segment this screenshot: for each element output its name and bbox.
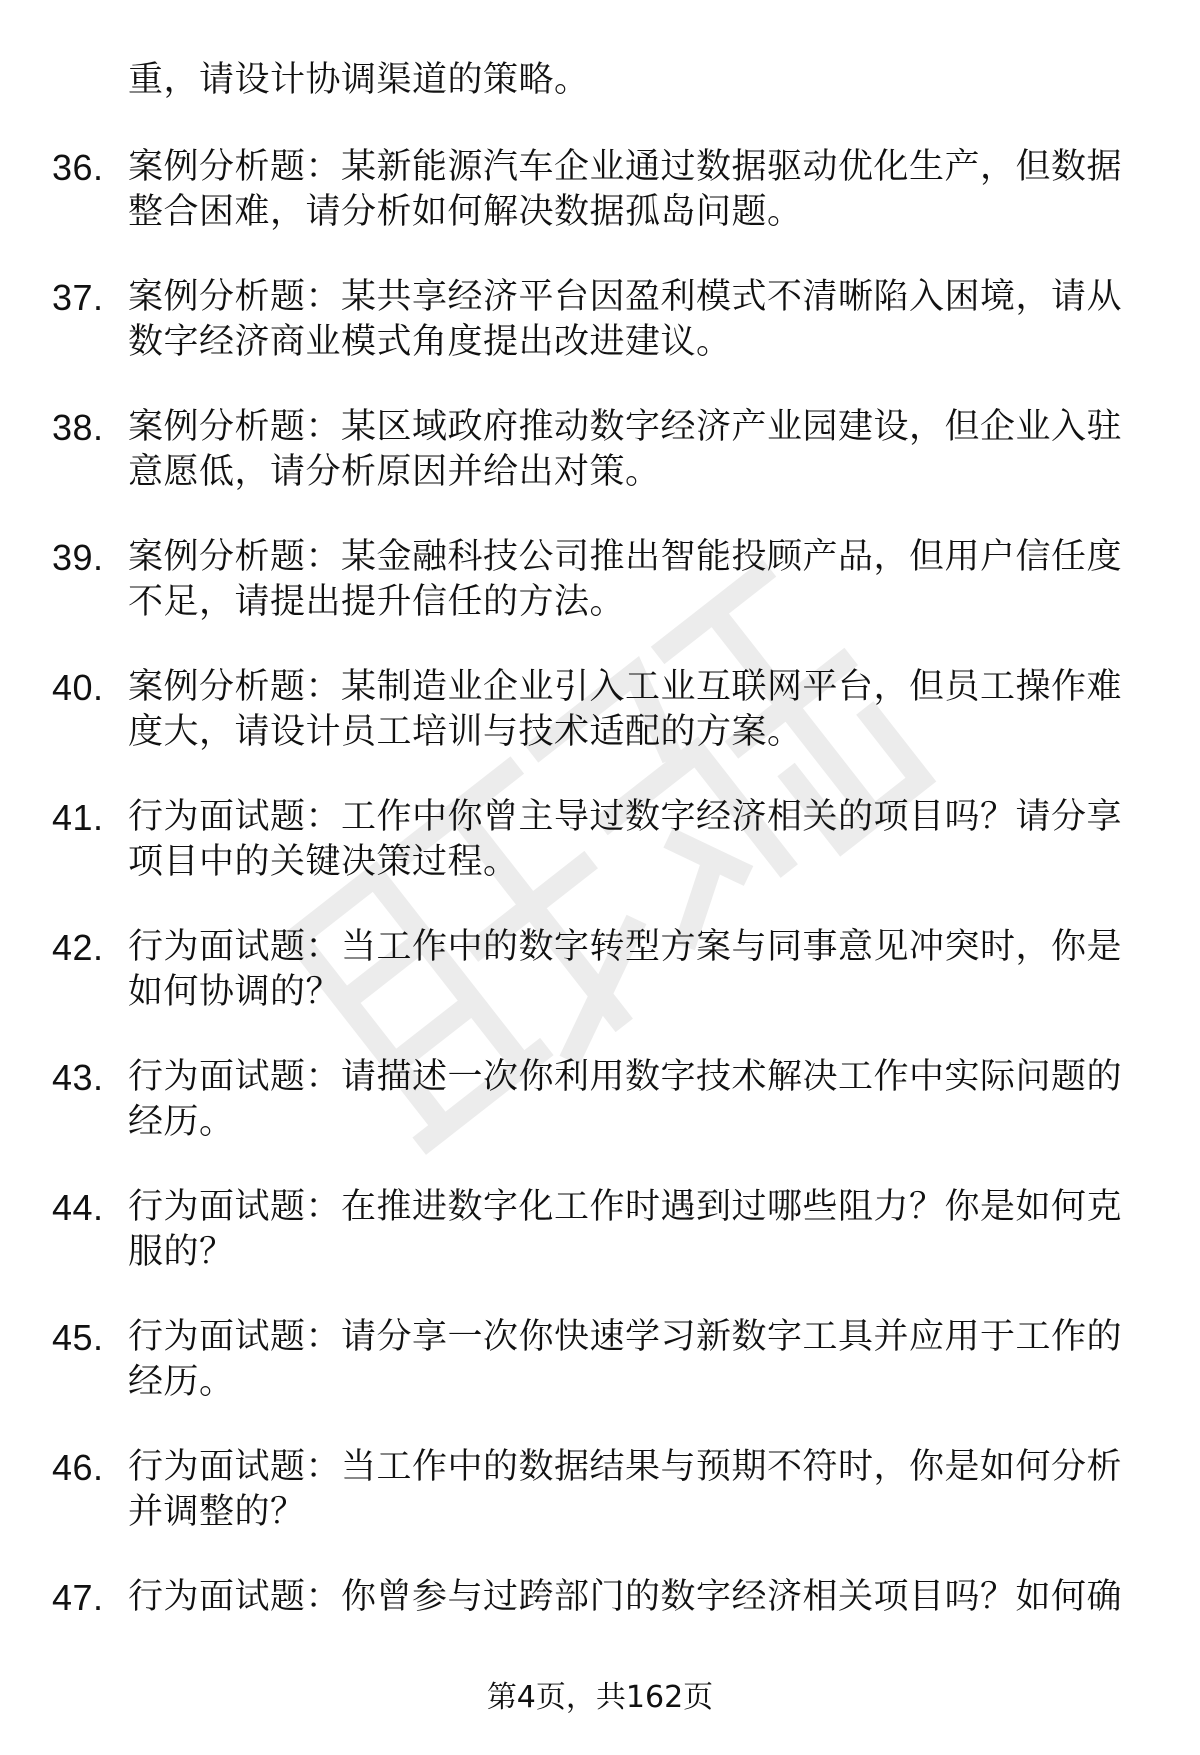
list-item [0,795,1200,885]
question-number: 36. [52,147,104,188]
list-item [0,275,1200,365]
list-item [0,145,1200,235]
question-number: 42. [52,927,104,968]
list-item [0,1055,1200,1145]
question-number: 41. [52,797,104,838]
question-number: 45. [52,1317,104,1358]
list-item [0,1575,1200,1620]
question-text: 行为面试题：在推进数字化工作时遇到过哪些阻力？你是如何克服的？ [128,1187,1123,1272]
list-item [0,1315,1200,1405]
list-item [0,1185,1200,1275]
question-number: 46. [52,1447,104,1488]
list-item [0,405,1200,495]
question-text: 行为面试题：你曾参与过跨部门的数字经济相关项目吗？如何确 [128,1577,1123,1617]
question-text: 行为面试题：请分享一次你快速学习新数字工具并应用于工作的经历。 [128,1317,1123,1402]
question-text: 行为面试题：当工作中的数字转型方案与同事意见冲突时，你是如何协调的？ [128,927,1123,1012]
list-item [0,925,1200,1015]
question-number: 44. [52,1187,104,1228]
question-number: 43. [52,1057,104,1098]
question-text: 案例分析题：某新能源汽车企业通过数据驱动优化生产，但数据整合困难，请分析如何解决数据孤岛问题。 [128,147,1123,232]
list-item [0,535,1200,625]
question-text: 案例分析题：某区域政府推动数字经济产业园建设，但企业入驻意愿低，请分析原因并给出对策。 [128,407,1123,492]
question-number: 40. [52,667,104,708]
question-text: 案例分析题：某共享经济平台因盈利模式不清晰陷入困境，请从数字经济商业模式角度提出改进建议。 [128,277,1123,362]
question-number: 39. [52,537,104,578]
page-footer [0,1678,1200,1718]
question-list [0,58,1200,1660]
question-number: 38. [52,407,104,448]
continuation-text [0,58,1200,103]
page-number-text: 第4页，共162页 [486,1680,714,1715]
question-text: 案例分析题：某制造业企业引入工业互联网平台，但员工操作难度大，请设计员工培训与技术适配的方案。 [128,667,1123,752]
continuation-text-content: 重，请设计协调渠道的策略。 [128,60,590,100]
question-number: 37. [52,277,104,318]
list-item [0,665,1200,755]
question-text: 行为面试题：工作中你曾主导过数字经济相关的项目吗？请分享项目中的关键决策过程。 [128,797,1123,882]
list-item [0,1445,1200,1535]
question-text: 行为面试题：当工作中的数据结果与预期不符时，你是如何分析并调整的？ [128,1447,1123,1532]
question-text: 案例分析题：某金融科技公司推出智能投顾产品，但用户信任度不足，请提出提升信任的方法。 [128,537,1123,622]
question-text: 行为面试题：请描述一次你利用数字技术解决工作中实际问题的经历。 [128,1057,1123,1142]
question-number: 47. [52,1577,104,1618]
